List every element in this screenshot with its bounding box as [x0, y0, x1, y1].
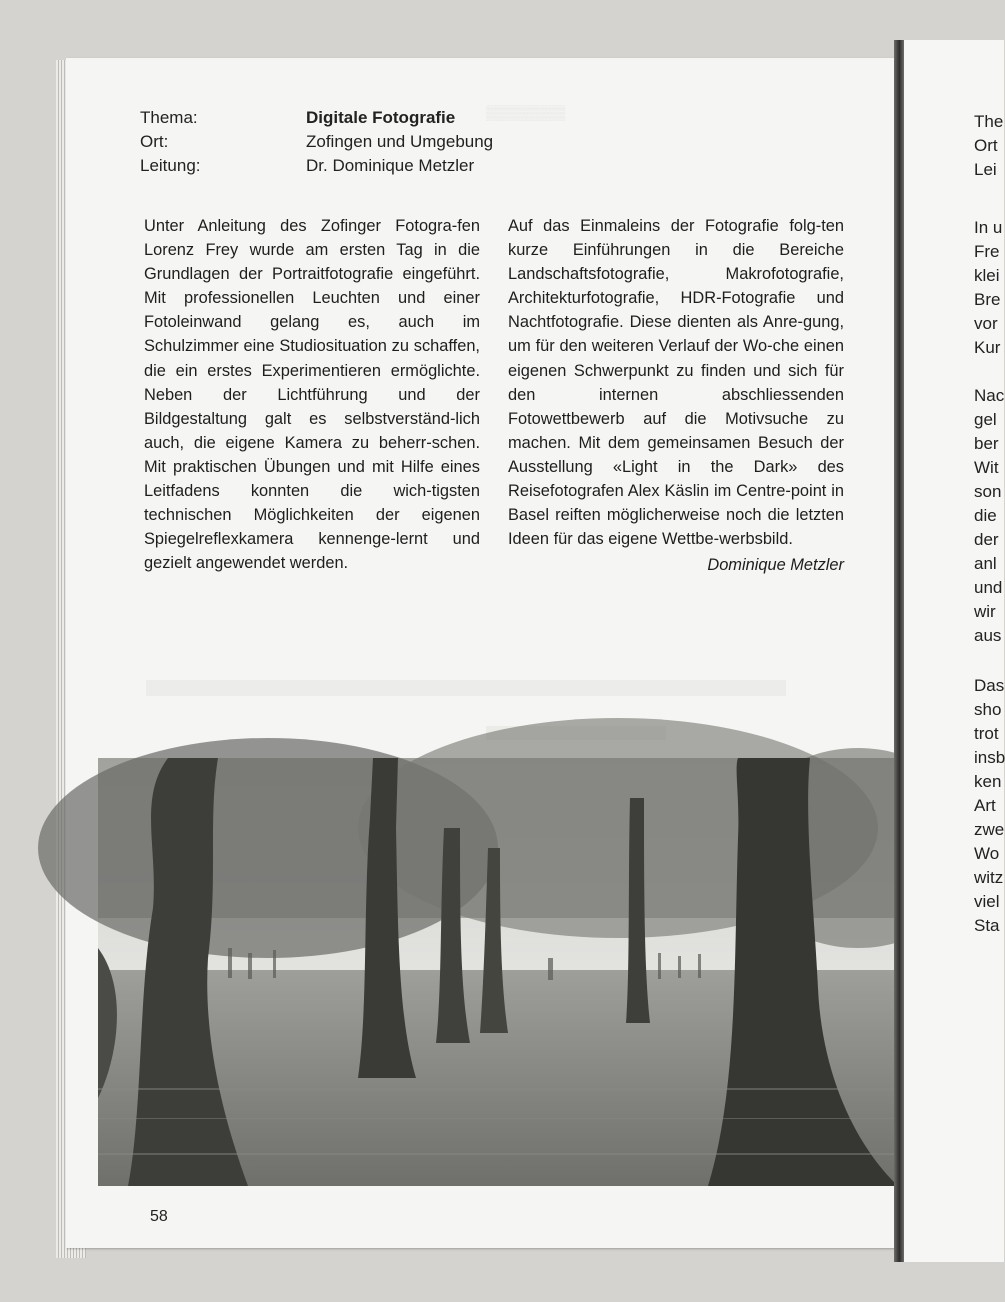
- right-page-line: Kur: [974, 338, 1001, 357]
- tree-avenue-image: [98, 758, 902, 1186]
- right-page-line: Art: [974, 796, 996, 815]
- theme-label: Thema:: [140, 108, 198, 127]
- right-page-line: Wit: [974, 458, 999, 477]
- lead-label: Leitung:: [140, 156, 201, 175]
- right-page-line: sho: [974, 700, 1002, 719]
- location-label: Ort:: [140, 132, 169, 151]
- right-page-line: Lei: [974, 160, 997, 179]
- right-page-line: Fre: [974, 242, 1000, 261]
- right-page-line: Das: [974, 676, 1005, 695]
- right-page-line: Bre: [974, 290, 1001, 309]
- right-page-line: gel: [974, 410, 997, 429]
- right-page-line: viel: [974, 892, 1000, 911]
- article-column-left: [144, 214, 480, 575]
- right-page-line: son: [974, 482, 1002, 501]
- right-page-line: witz: [974, 868, 1004, 887]
- theme-value: Digitale Fotografie: [306, 108, 456, 127]
- bleed-through-band: [146, 680, 786, 696]
- right-page-line: aus: [974, 626, 1002, 645]
- right-page-line: vor: [974, 314, 998, 333]
- park-trees-photo: [98, 758, 902, 1186]
- right-page-line: Ort: [974, 136, 998, 155]
- right-page-line: klei: [974, 266, 1000, 285]
- page-number: 58: [150, 1208, 168, 1225]
- article-column-right: [508, 214, 844, 577]
- right-page-line: ken: [974, 772, 1002, 791]
- lead-value: Dr. Dominique Metzler: [306, 156, 475, 175]
- right-page-line: der: [974, 530, 999, 549]
- right-page-line: Wo: [974, 844, 1000, 863]
- article-paragraph-right: Auf das Einmaleins der Fotografie folg-ten kurze Einführungen in die Bereiche Landschaftsfotografie, Makrofotografie, Architekturfotografie, HDR-Fotografie und Nachtfotografie. Diese dienten als Anre-gung, um für den weiteren Verlauf der Wo-che einen eigenen Schwerpunkt zu finden und sich für den internen abschliessenden Fotowettbewerb auf die Motivsuche zu machen. Mit dem gemeinsamen Besuch der Ausstellung «Light in the Dark» des Reisefotografen Alex Käslin im Centre-point in Basel reiften möglicherweise noch die letzten Ideen für das eigene Wettbe-werbsbild.: [508, 217, 844, 549]
- right-page-line: und: [974, 578, 1003, 597]
- right-page: [904, 40, 1004, 1262]
- right-page-line: The: [974, 112, 1004, 131]
- right-page-line: insb: [974, 748, 1005, 767]
- right-page-line: In u: [974, 218, 1003, 237]
- right-page-line: anl: [974, 554, 997, 573]
- right-page-line: wir: [974, 602, 996, 621]
- bleed-through-text: ▒▒▒▒▒▒▒▒: [486, 104, 566, 120]
- author-signature: Dominique Metzler: [707, 556, 844, 575]
- right-page-line: die: [974, 506, 997, 525]
- location-value: Zofingen und Umgebung: [306, 132, 494, 151]
- right-page-line: trot: [974, 724, 999, 743]
- right-page-line: zwe: [974, 820, 1005, 839]
- right-page-line: Sta: [974, 916, 1000, 935]
- right-page-line: Nac: [974, 386, 1005, 405]
- right-page-line: ber: [974, 434, 999, 453]
- article-paragraph-left: Unter Anleitung des Zofinger Fotogra-fen Lorenz Frey wurde am ersten Tag in die Grundlagen der Portraitfotografie eingeführt. Mit professionellen Leuchten und einer Fotoleinwand gelang es, auch im Schulzimmer eine Studiosituation zu schaffen, die ein erstes Experimentieren ermöglichte. Neben der Lichtführung und der Bildgestaltung galt es selbstverständ-lich auch, die eigene Kamera zu beherr-schen. Mit praktischen Übungen und mit Hilfe eines Leitfadens konnten die wich-tigsten technischen Möglichkeiten der eigenen Spiegelreflexkamera kennenge-lernt und gezielt angewendet werden.: [144, 217, 480, 573]
- left-page: [66, 58, 902, 1248]
